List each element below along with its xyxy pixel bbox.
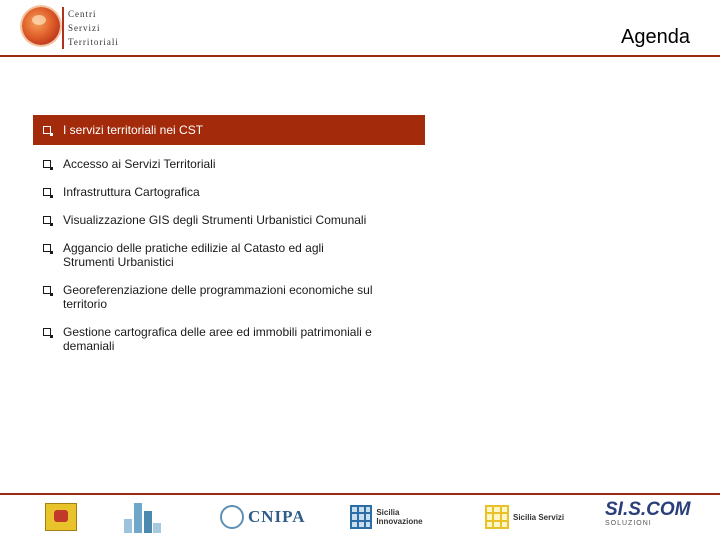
checkbox-bullet-icon xyxy=(43,286,51,294)
cnipa-text: CNIPA xyxy=(248,507,306,526)
agenda-item-label: Accesso ai Servizi Territoriali xyxy=(63,157,216,171)
grid-icon xyxy=(350,505,372,529)
checkbox-bullet-icon xyxy=(43,160,51,168)
buildings-logo xyxy=(122,500,172,534)
sicilia-innovazione-logo xyxy=(350,500,442,534)
logo-line-2: Servizi xyxy=(68,23,101,33)
globe-icon xyxy=(22,7,60,45)
footer-divider xyxy=(0,493,720,495)
agenda-item[interactable] xyxy=(33,153,425,175)
siscom-caption: SOLUZIONI xyxy=(605,520,652,527)
page-title: Agenda xyxy=(621,26,690,48)
cst-logo xyxy=(22,5,132,51)
grid-icon xyxy=(485,505,509,529)
sicilia-innovazione-text: Sicilia Innovazione xyxy=(376,508,423,526)
header-divider xyxy=(0,55,720,57)
agenda-item[interactable] xyxy=(33,321,393,357)
siscom-logo xyxy=(605,499,691,534)
agenda-list xyxy=(33,115,425,357)
logo-line-3: Territoriali xyxy=(68,37,119,47)
agenda-item-label: Aggancio delle pratiche edilizie al Catasto ed agli Strumenti Urbanistici xyxy=(63,241,324,269)
checkbox-bullet-icon xyxy=(43,126,51,134)
regione-sicilia-logo xyxy=(45,500,79,534)
checkbox-bullet-icon xyxy=(43,188,51,196)
agenda-item[interactable] xyxy=(33,209,425,231)
agenda-item-label: Visualizzazione GIS degli Strumenti Urbanistici Comunali xyxy=(63,213,367,227)
agenda-item-current[interactable] xyxy=(33,115,425,145)
agenda-item[interactable] xyxy=(33,237,373,273)
agenda-item-label: Gestione cartografica delle aree ed immobili patrimoniali e demaniali xyxy=(63,325,372,353)
logo-text xyxy=(68,7,119,49)
agenda-item-label: I servizi territoriali nei CST xyxy=(63,123,204,137)
logo-line-1: Centri xyxy=(68,9,97,19)
logo-divider xyxy=(62,7,64,49)
agenda-item-label: Infrastruttura Cartografica xyxy=(63,185,200,199)
buildings-icon xyxy=(122,501,162,533)
sicilia-servizi-logo xyxy=(485,500,581,534)
cnipa-logo xyxy=(220,500,306,534)
agenda-item-label: Georeferenziazione delle programmazioni economiche sul territorio xyxy=(63,283,373,311)
checkbox-bullet-icon xyxy=(43,328,51,336)
sicilia-servizi-text: Sicilia Servizi xyxy=(513,512,565,522)
siscom-text: SI.S.COM xyxy=(605,499,691,520)
agenda-item[interactable] xyxy=(33,279,393,315)
checkbox-bullet-icon xyxy=(43,216,51,224)
coat-of-arms-icon xyxy=(45,503,77,531)
checkbox-bullet-icon xyxy=(43,244,51,252)
cnipa-emblem-icon xyxy=(220,505,244,529)
agenda-item[interactable] xyxy=(33,181,425,203)
